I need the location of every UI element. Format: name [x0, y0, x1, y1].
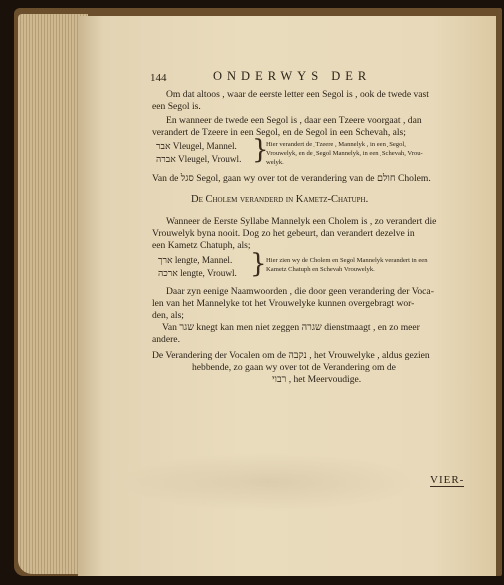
running-title: ONDERWYS DER	[213, 69, 372, 83]
text-line: רבוי , het Meervoudige.	[272, 374, 362, 385]
text-line: De Verandering der Vocalen om de נקבה , het Vrouwelyke , aldus gezien	[152, 350, 430, 361]
text-line: andere.	[152, 334, 180, 345]
text-line: Van de סגל Segol, gaan wy over tot de verandering van de חולם Cholem.	[152, 173, 431, 184]
text-line: den, als;	[152, 310, 184, 321]
text-line: een Kametz Chatuph, als;	[152, 240, 251, 251]
section-heading: De Cholem veranderd in Kametz-Chatuph.	[191, 194, 369, 205]
show-through-stain	[118, 452, 418, 512]
brace-icon: }	[250, 249, 267, 279]
example-note: Kametz Chatuph en Schevah Vrouwelyk.	[266, 266, 375, 273]
example-row: ארכה lengte, Vrouwl.	[158, 268, 237, 278]
example-note: Hier zien wy de Cholem en Segol Mannelyk verandert in een	[266, 257, 428, 264]
text-line: hebbende, zo gaan wy over tot de Verandering om de	[192, 362, 396, 373]
example-note: Vrouwelyk, en de ֶ Segol Mannelyk, in een ְ Schevah, Vrou-	[266, 150, 423, 157]
text-line: verandert de Tzeere in een Segol, en de Segol in een Schevah, als;	[152, 127, 406, 138]
brace-icon: }	[252, 135, 269, 165]
text-line: Om dat altoos , waar de eerste letter een Segol is , ook de twede vast	[166, 89, 429, 100]
example-row: אברה Vleugel, Vrouwl.	[156, 154, 242, 164]
text-line: Daar zyn eenige Naamwoorden , die door geen verandering der Voca-	[166, 286, 434, 297]
text-line: Vrouwelyk byna nooit. Dog zo het gebeurt, dan verandert dezelve in	[152, 228, 415, 239]
text-line: Wanneer de Eerste Syllabe Mannelyk een Cholem is , zo verandert die	[166, 216, 437, 227]
text-line: En wanneer de twede een Segol is , daar een Tzeere voorgaat , dan	[166, 115, 422, 126]
example-row: אבר Vleugel, Mannel.	[156, 141, 237, 151]
text-line: len van het Mannelyke tot het Vrouwelyke kunnen overgebragt wor-	[152, 298, 415, 309]
example-row: ארך lengte, Mannel.	[158, 255, 233, 265]
text-line: Van שגר knegt kan men niet zeggen שגרה dienstmaagt , en zo meer	[162, 322, 420, 333]
example-note: welyk.	[266, 159, 284, 166]
page-number: 144	[150, 72, 167, 84]
book-page	[78, 16, 496, 576]
example-note: Hier verandert de ֵ Tzeere , Mannelyk , in een ֶ Segol,	[266, 141, 406, 148]
catchword: VIER-	[430, 474, 465, 486]
text-line: een Segol is.	[152, 101, 201, 112]
